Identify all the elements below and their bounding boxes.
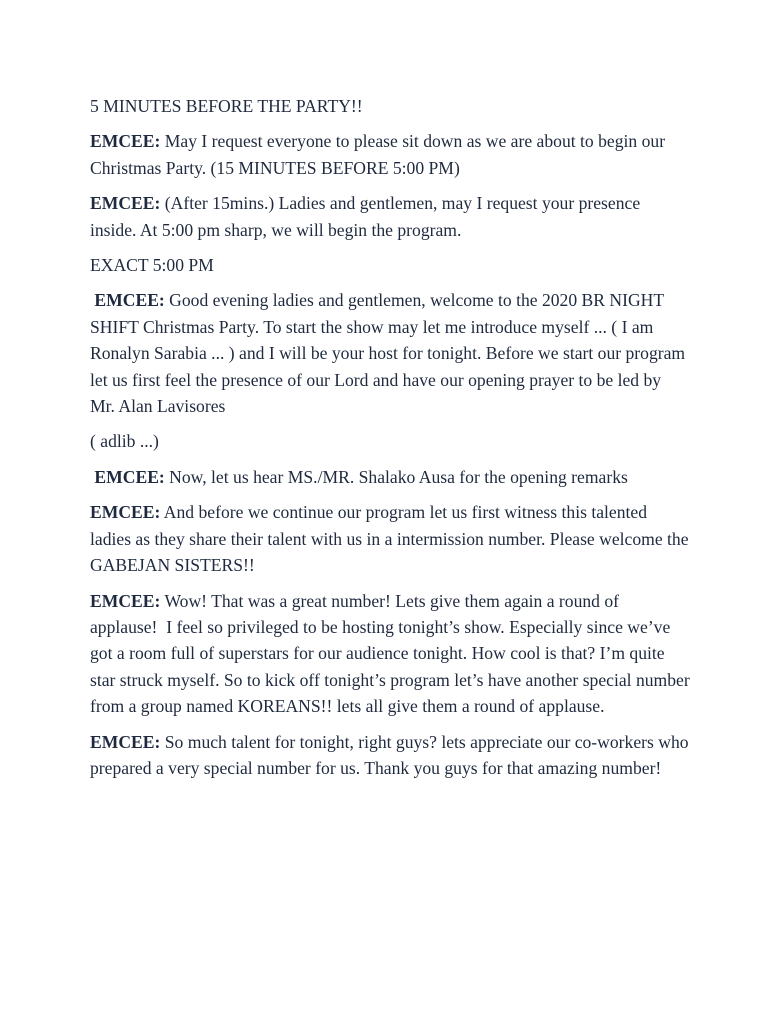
paragraph-5 <box>90 499 693 578</box>
paragraph-6 <box>90 588 695 720</box>
paragraph-text: And before we continue our program let us first witness this talented ladies as they share their talent with us in a intermission number. Please welcome the GABEJAN SISTERS!! <box>90 502 693 576</box>
script-body <box>90 93 695 790</box>
paragraph-2 <box>90 190 690 243</box>
speaker-label: EMCEE: <box>90 502 161 523</box>
paragraph-3 <box>90 287 690 419</box>
section-heading: 5 MINUTES BEFORE THE PARTY!! <box>90 96 363 116</box>
time-cue: EXACT 5:00 PM <box>90 255 214 276</box>
paragraph-text: So much talent for tonight, right guys? lets appreciate our co-workers who prepared a very special number for us. Thank you guys for that amazing number! <box>90 731 693 778</box>
adlib-note: ( adlib ...) <box>90 431 159 452</box>
speaker-label: EMCEE: <box>90 193 161 214</box>
paragraph-text: Wow! That was a great number! Lets give them again a round of applause! I feel so privileged to be hosting tonight’s show. Especially since we’ve got a room full of superstars for our audience tonight. How cool is that? I’m quite star struck myself. So to kick off tonight’s program let’s have another special number from a group named KOREANS!! lets all give them a round of applause. <box>90 590 695 717</box>
speaker-label: EMCEE: <box>90 731 161 752</box>
speaker-label: EMCEE: <box>90 131 161 152</box>
speaker-label: EMCEE: <box>94 466 165 487</box>
paragraph-text: May I request everyone to please sit down as we are about to begin our Christmas Party. (15 MINUTES BEFORE 5:00 PM) <box>90 131 670 178</box>
paragraph-4 <box>90 464 690 490</box>
paragraph-1 <box>90 128 690 181</box>
speaker-label: EMCEE: <box>90 590 161 611</box>
paragraph-text: Now, let us hear MS./MR. Shalako Ausa for the opening remarks <box>164 466 628 487</box>
paragraph-7 <box>90 729 693 782</box>
speaker-label: EMCEE: <box>94 290 165 311</box>
paragraph-text: Good evening ladies and gentlemen, welcome to the 2020 BR NIGHT SHIFT Christmas Party. To start the show may let me introduce myself ... ( I am Ronalyn Sarabia ... ) and I will be your host for tonight. Before we start our program let us first feel the presence of our Lord and have our opening prayer to be led by Mr. Alan Lavisores <box>90 290 690 417</box>
paragraph-text: (After 15mins.) Ladies and gentlemen, may I request your presence inside. At 5:00 pm sharp, we will begin the program. <box>90 193 645 240</box>
